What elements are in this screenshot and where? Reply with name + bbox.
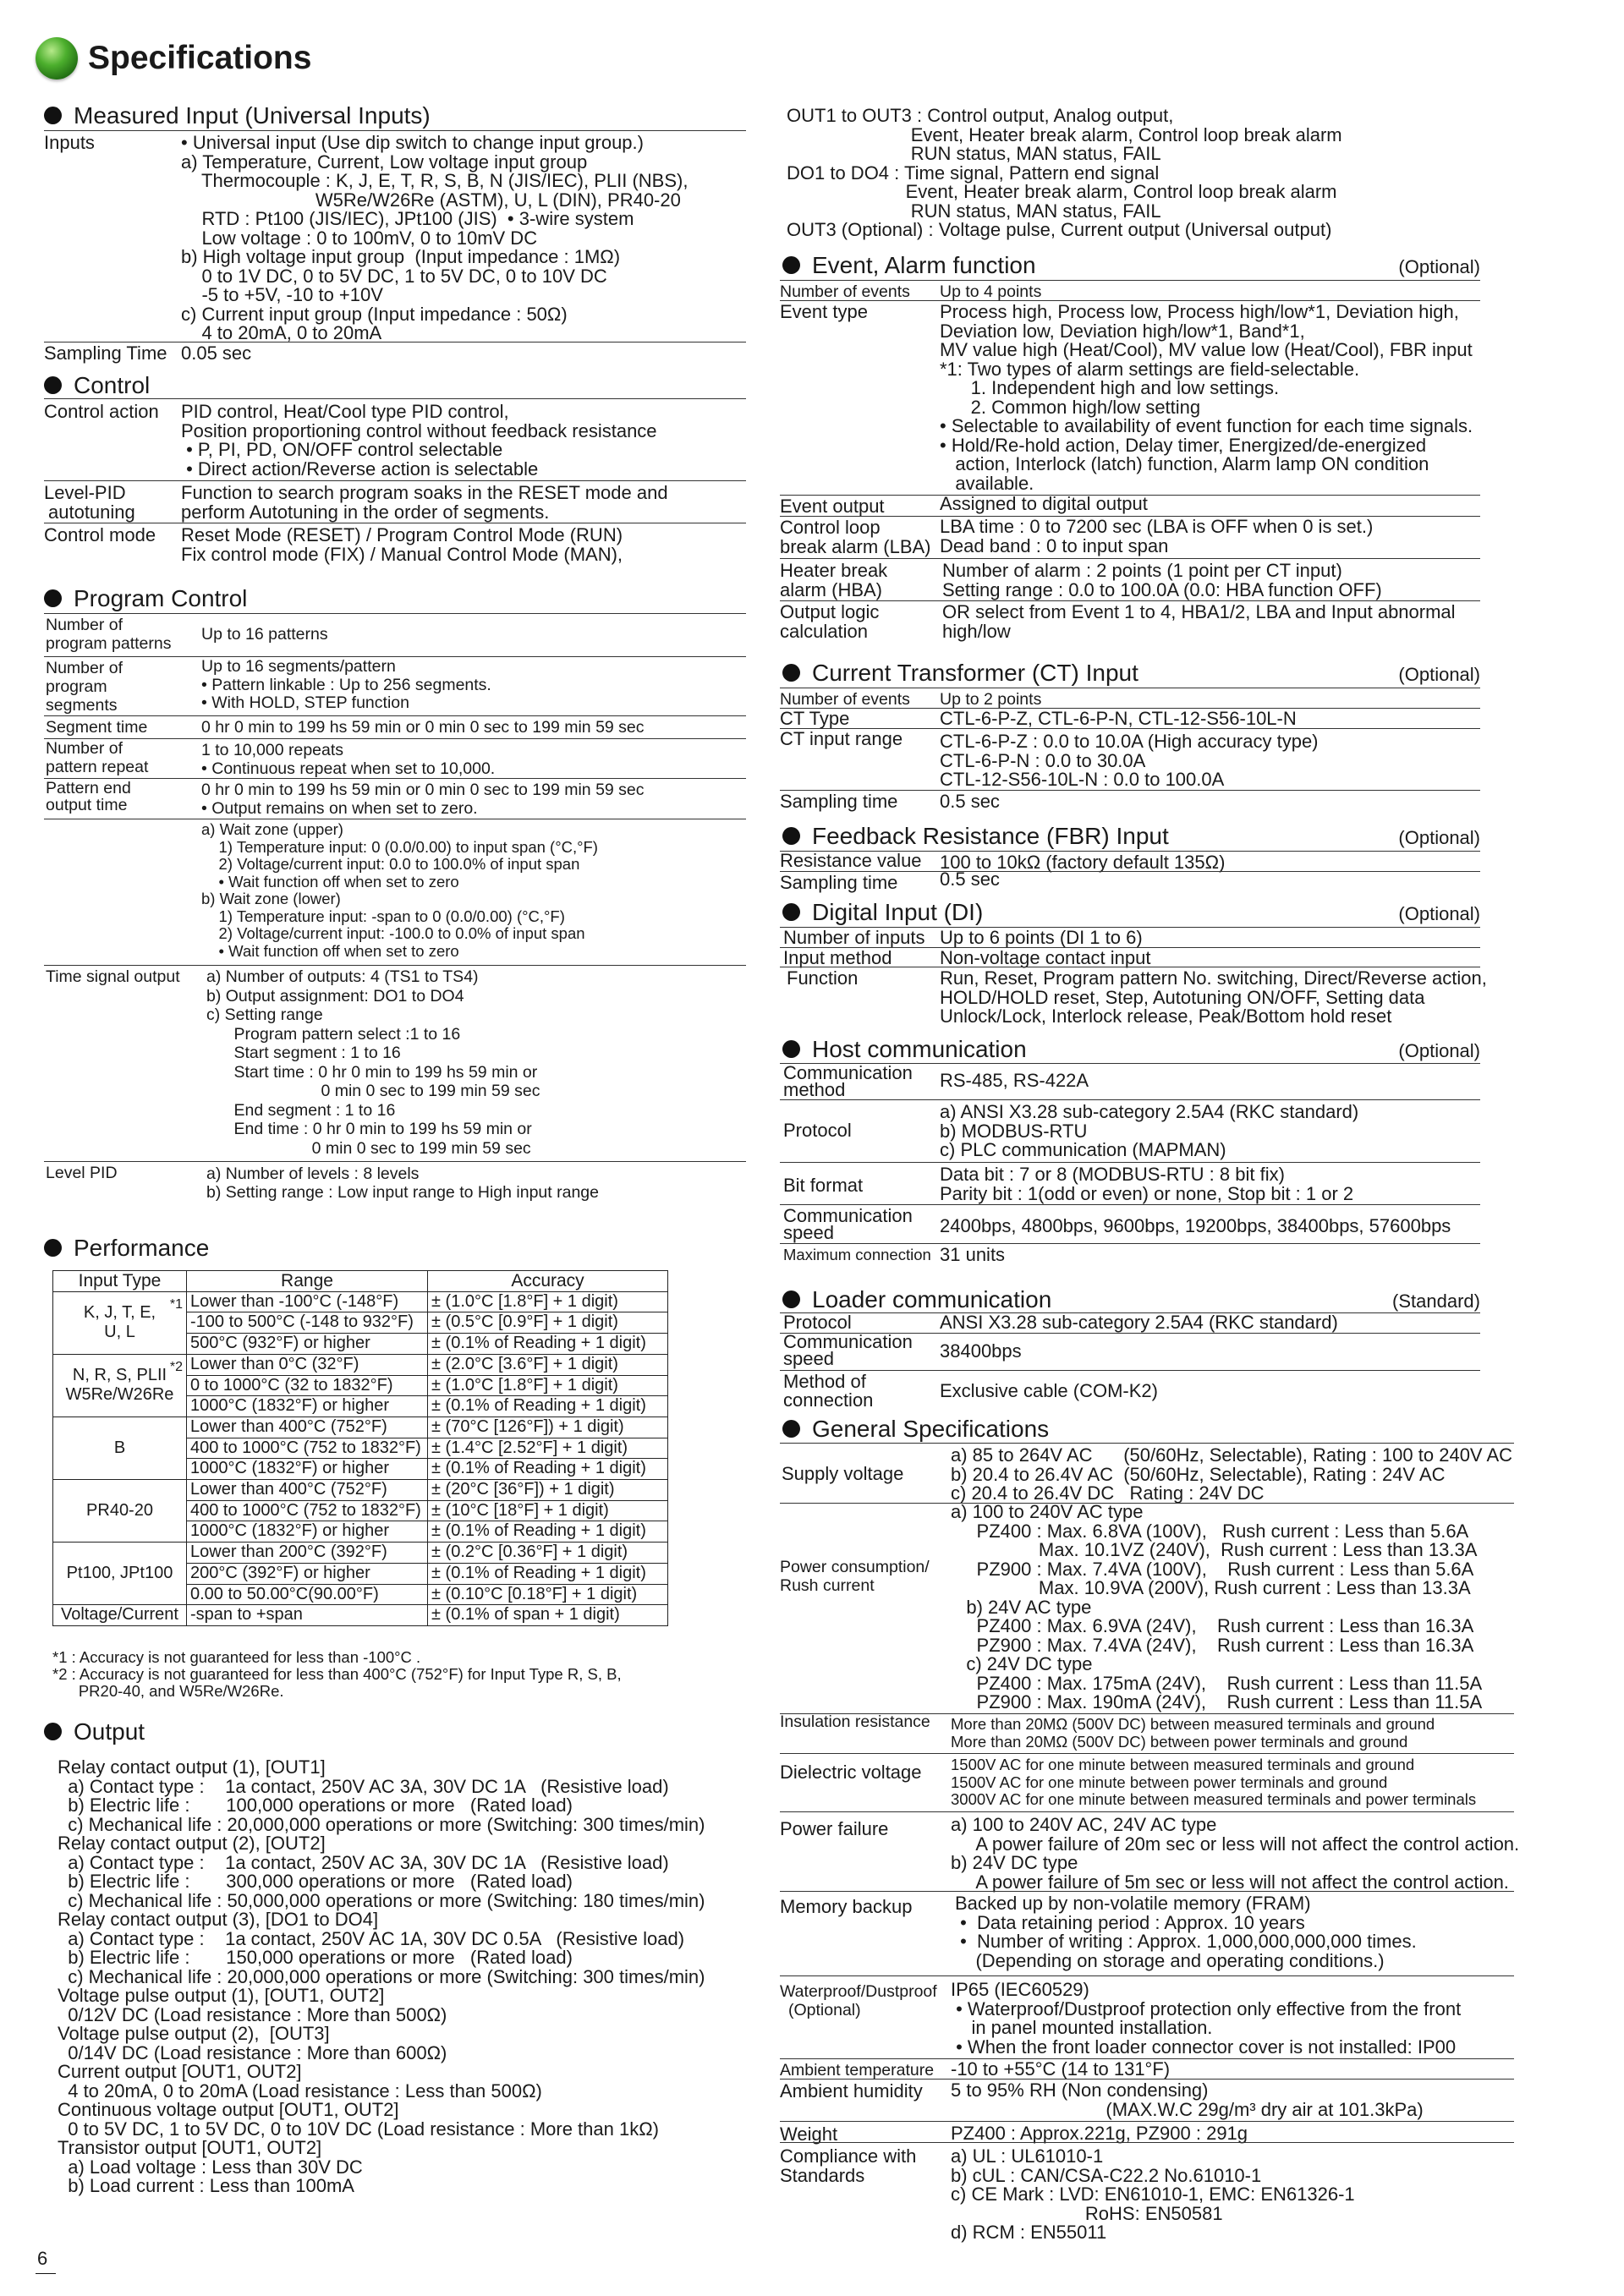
- table-cell: ± (1.0°C [1.8°F] + 1 digit): [428, 1291, 668, 1312]
- inputs-value: • Universal input (Use dip switch to change input group.) a) Temperature, Current, Low voltage input group Thermocouple : K, J, E, T, R, S, B, N (JIS/IEC), PLII (NBS), W5Re/W26Re (ASTM), U, L (DIN), PR40-20 RTD : Pt100 (JIS/IEC), JPt100 (JIS) • 3-wire system Low voltage : 0 to 100mV, 0 to 10mV DC b) High voltage input group (Input impedance : 1MΩ) 0 to 1V DC, 0 to 5V DC, 1 to 5V DC, 0 to 10V DC -5 to +5V, -10 to +10V c) Current input group (Input impedance : 50Ω) 4 to 20mA, 0 to 20mA: [181, 132, 689, 343]
- comp-label: Compliance with Standards: [780, 2145, 917, 2186]
- type-cell: Pt100, JPt100: [53, 1543, 187, 1605]
- output-assignment: OUT1 to OUT3 : Control output, Analog output, Event, Heater break alarm, Control loop break alarm RUN status, MAN status, FAIL DO1 to DO4 : Time signal, Pattern end signal Event, Heater break alarm, Control loop break alarm RUN status, MAN status, FAIL OUT3 (Optional) : Voltage pulse, Current output (Universal output): [787, 105, 1342, 240]
- segments-value: Up to 16 segments/pattern • Pattern linkable : Up to 256 segments. • With HOLD, STEP function: [201, 657, 491, 712]
- table-cell: ± (0.1% of Reading + 1 digit): [428, 1563, 668, 1584]
- table-cell: Lower than 200°C (392°F): [187, 1543, 428, 1564]
- table-cell: ± (0.1% of Reading + 1 digit): [428, 1334, 668, 1355]
- page-number-underline: [36, 2273, 56, 2274]
- levelpid-label: Level PID: [46, 1164, 118, 1182]
- host-bit-value: Data bit : 7 or 8 (MODBUS-RTU : 8 bit fix) Parity bit : 1(odd or even) or none, Stop bit : 1 or 2: [940, 1164, 1354, 1204]
- table-cell: 1000°C (1832°F) or higher: [187, 1521, 428, 1543]
- temp-value: -10 to +55°C (14 to 131°F): [951, 2058, 1171, 2080]
- inputs-label: Inputs: [44, 132, 95, 153]
- sampling-label: Sampling Time: [44, 342, 167, 364]
- event-out-label: Event output: [780, 496, 885, 517]
- fbr-res-label: Resistance value: [780, 850, 922, 871]
- bullet-icon: [782, 1420, 800, 1438]
- divider: [780, 1975, 1514, 1976]
- bullet-icon: [782, 256, 800, 274]
- control-mode-value: Reset Mode (RESET) / Program Control Mode (RUN) Fix control mode (FIX) / Manual Control Mode (MAN),: [181, 524, 623, 565]
- divider: [780, 1370, 1480, 1371]
- section-general: General Specifications: [782, 1416, 1480, 1443]
- sampling-value: 0.05 sec: [181, 342, 252, 364]
- hum-value: 5 to 95% RH (Non condensing) (MAX.W.C 29g/m³ dry air at 101.3kPa): [951, 2080, 1424, 2120]
- ct-range-label: CT input range: [780, 728, 903, 749]
- loader-speed-label: Communication speed: [783, 1331, 913, 1369]
- host-max-label: Maximum connection: [783, 1246, 931, 1263]
- table-cell: 400 to 1000°C (752 to 1832°F): [187, 1500, 428, 1521]
- section-control: Control: [44, 372, 746, 399]
- hba-label: Heater break alarm (HBA): [780, 560, 888, 600]
- bullet-icon: [44, 1723, 62, 1740]
- ct-num-value: Up to 2 points: [940, 690, 1042, 709]
- event-type-value: Process high, Process low, Process high/low*1, Deviation high, Deviation low, Deviation high/low*1, Band*1, MV value high (Heat/Cool), MV value low (Heat/Cool), FBR input *1: Two types of alarm settings are field-selectable. 1. Independent high and low settings. 2. Common high/low setting • Selectable to availability of event function for each time signals. • Hold/Re-hold action, Delay timer, Energized/de-energized action, Interlock (latch) function, Alarm lamp ON condition available.: [940, 301, 1473, 494]
- loader-conn-value: Exclusive cable (COM-K2): [940, 1380, 1158, 1401]
- segtime-label: Segment time: [46, 718, 148, 737]
- green-ball-icon: [36, 37, 78, 79]
- di-func-value: Run, Reset, Program pattern No. switching, Direct/Reverse action, HOLD/HOLD reset, Step, Autotuning ON/OFF, Setting data Unlock/Lock, Interlock release, Peak/Bottom hold reset: [940, 967, 1487, 1027]
- host-method-value: RS-485, RS-422A: [940, 1070, 1089, 1091]
- loader-proto-label: Protocol: [783, 1312, 852, 1333]
- divider: [44, 965, 746, 966]
- control-action-label: Control action: [44, 401, 159, 422]
- fbr-samp-value: 0.5 sec: [940, 869, 1000, 890]
- host-speed-label: Communication speed: [783, 1205, 913, 1243]
- section-di: Digital Input (DI) (Optional): [782, 899, 1480, 928]
- section-host: Host communication (Optional): [782, 1036, 1480, 1065]
- loader-speed-value: 38400bps: [940, 1340, 1022, 1362]
- divider: [780, 1443, 1514, 1444]
- type-cell: *1 K, J, T, E, U, L: [53, 1291, 187, 1354]
- wp-label: Waterproof/Dustproof (Optional): [780, 1982, 937, 2019]
- table-row: [53, 1354, 668, 1375]
- segtime-value: 0 hr 0 min to 199 hs 59 min or 0 min 0 sec to 199 min 59 sec: [201, 718, 645, 737]
- bullet-icon: [782, 827, 800, 845]
- table-row: [53, 1480, 668, 1501]
- di-func-label: Function: [787, 967, 859, 989]
- host-max-value: 31 units: [940, 1244, 1006, 1265]
- col-range: Range: [187, 1271, 428, 1292]
- timesig-value: a) Number of outputs: 4 (TS1 to TS4) b) Output assignment: DO1 to DO4 c) Setting range Program pattern select :1 to 16 Start segment : 1 to 16 Start time : 0 hr 0 min to 199 hs 59 min or 0 min 0 sec to 199 min 59 sec End segment : 1 to 16 End time : 0 hr 0 min to 199 hs 59 min or 0 min 0 sec to 199 min 59 sec: [206, 967, 540, 1158]
- bullet-icon: [782, 1290, 800, 1308]
- type-cell: *2 N, R, S, PLII W5Re/W26Re: [53, 1354, 187, 1417]
- divider: [44, 130, 746, 131]
- divider: [780, 1162, 1480, 1163]
- section-performance: Performance: [44, 1235, 746, 1262]
- endout-label: Pattern end output time: [46, 779, 131, 814]
- fbr-samp-label: Sampling time: [780, 872, 898, 893]
- table-row: [53, 1543, 668, 1564]
- table-row: [53, 1291, 668, 1312]
- repeat-value: 1 to 10,000 repeats • Continuous repeat when set to 10,000.: [201, 741, 496, 778]
- table-cell: 400 to 1000°C (752 to 1832°F): [187, 1438, 428, 1459]
- type-cell: B: [53, 1417, 187, 1479]
- performance-table: [52, 1270, 668, 1626]
- divider: [780, 1891, 1514, 1892]
- table-cell: ± (2.0°C [3.6°F] + 1 digit): [428, 1354, 668, 1375]
- loader-conn-label: Method of connection: [783, 1371, 874, 1411]
- bullet-icon: [44, 376, 62, 394]
- levelpid-autotune-label: Level-PID autotuning: [44, 482, 135, 523]
- temp-label: Ambient temperature: [780, 2061, 935, 2080]
- output-list: Relay contact output (1), [OUT1] a) Contact type : 1a contact, 250V AC 3A, 30V DC 1A (Resistive load) b) Electric life : 100,000 operations or more (Rated load) c) Mechanical life : 20,000,000 operations or more (Switching: 300 times/min) Relay contact output (2), [OUT2] a) Contact type : 1a contact, 250V AC 3A, 30V DC 1A (Resistive load) b) Electric life : 300,000 operations or more (Rated load) c) Mechanical life : 50,000,000 operations or more (Switching: 180 times/min) Relay contact output (3), [DO1 to DO4] a) Contact type : 1a contact, 250V AC 1A, 30V DC 0.5A (Resistive load) b) Electric life : 150,000 operations or more (Rated load) c) Mechanical life : 20,000,000 operations or more (Switching: 300 times/min) Voltage pulse output (1), [OUT1, OUT2] 0/12V DC (Load resistance : More than 500Ω) Voltage pulse output (2), [OUT3] 0/14V DC (Load resistance : More than 600Ω) Current output [OUT1, OUT2] 4 to 20mA, 0 to 20mA (Load resistance : Less than 500Ω) Continuous voltage output [OUT1, OUT2] 0 to 5V DC, 1 to 5V DC, 0 to 10V DC (Load resistance : More than 1kΩ) Transistor output [OUT1, OUT2] a) Load voltage : Less than 30V DC b) Load current : Less than 100mA: [58, 1756, 705, 2196]
- table-cell: -100 to 500°C (-148 to 932°F): [187, 1312, 428, 1334]
- loader-proto-value: ANSI X3.28 sub-category 2.5A4 (RKC standard): [940, 1312, 1338, 1333]
- di-method-value: Non-voltage contact input: [940, 947, 1151, 968]
- pf-value: a) 100 to 240V AC, 24V AC type A power failure of 20m sec or less will not affect the control action. b) 24V DC type A power failure of 5m sec or less will not affect the control action.: [951, 1814, 1520, 1893]
- event-num-label: Number of events: [780, 282, 910, 301]
- table-cell: ± (1.0°C [1.8°F] + 1 digit): [428, 1375, 668, 1396]
- performance-notes: *1 : Accuracy is not guaranteed for less than -100°C . *2 : Accuracy is not guaranteed for less than 400°C (752°F) for Input Type R, S, B, PR20-40, and W5Re/W26Re.: [52, 1648, 622, 1700]
- endout-value: 0 hr 0 min to 199 hs 59 min or 0 min 0 sec to 199 min 59 sec • Output remains on when set to zero.: [201, 781, 645, 818]
- col-accuracy: Accuracy: [428, 1271, 668, 1292]
- wait-zone-value: a) Wait zone (upper) 1) Temperature input: 0 (0.0/0.00) to input span (°C,°F) 2) Voltage/current input: 0.0 to 100.0% of input span • Wait function off when set to zero b) Wait zone (lower) 1) Temperature input: -span to 0 (0.0/0.00) (°C,°F) 2) Voltage/current input: -100.0 to 0.0% of input span • Wait function off when set to zero: [201, 820, 598, 960]
- levelpid-value: a) Number of levels : 8 levels b) Setting range : Low input range to High input range: [206, 1164, 599, 1202]
- supply-value: a) 85 to 264V AC (50/60Hz, Selectable), Rating : 100 to 240V AC b) 20.4 to 26.4V AC (50/60Hz, Selectable), Rating : 24V AC c) 20.4 to 26.4V DC Rating : 24V DC: [951, 1444, 1513, 1504]
- host-method-label: Communication method: [783, 1062, 913, 1100]
- host-bit-label: Bit format: [783, 1175, 864, 1196]
- divider: [44, 398, 746, 399]
- insul-label: Insulation resistance: [780, 1712, 930, 1731]
- table-cell: ± (70°C [126°F]) + 1 digit): [428, 1417, 668, 1438]
- event-num-value: Up to 4 points: [940, 282, 1042, 301]
- host-proto-label: Protocol: [783, 1120, 852, 1141]
- divider: [44, 738, 746, 739]
- col-input-type: Input Type: [53, 1271, 187, 1292]
- diel-value: 1500V AC for one minute between measured terminals and ground 1500V AC for one minute between power terminals and ground 3000V AC for one minute between measured terminals and power terminals: [951, 1756, 1477, 1808]
- bullet-icon: [44, 589, 62, 607]
- bullet-icon: [44, 107, 62, 124]
- table-cell: Lower than 0°C (32°F): [187, 1354, 428, 1375]
- type-cell: PR40-20: [53, 1480, 187, 1543]
- event-type-label: Event type: [780, 301, 868, 322]
- patterns-label: Number of program patterns: [46, 616, 172, 653]
- ct-range-value: CTL-6-P-Z : 0.0 to 10.0A (High accuracy type) CTL-6-P-N : 0.0 to 30.0A CTL-12-S56-10L-N : 0.0 to 100.0A: [940, 731, 1319, 790]
- power-label: Power consumption/ Rush current: [780, 1558, 930, 1595]
- di-num-label: Number of inputs: [783, 927, 925, 948]
- logic-label: Output logic calculation: [780, 601, 880, 642]
- table-cell: Lower than 400°C (752°F): [187, 1417, 428, 1438]
- table-cell: ± (10°C [18°F] + 1 digit): [428, 1500, 668, 1521]
- bullet-icon: [44, 1239, 62, 1257]
- table-cell: ± (0.1% of span + 1 digit): [428, 1605, 668, 1626]
- logic-value: OR select from Event 1 to 4, HBA1/2, LBA and Input abnormal high/low: [942, 601, 1456, 642]
- bullet-icon: [782, 664, 800, 682]
- table-cell: ± (0.1% of Reading + 1 digit): [428, 1459, 668, 1480]
- weight-value: PZ400 : Approx.221g, PZ900 : 291g: [951, 2123, 1248, 2144]
- section-program-control: Program Control: [44, 585, 746, 612]
- table-cell: 1000°C (1832°F) or higher: [187, 1396, 428, 1417]
- timesig-label: Time signal output: [46, 967, 180, 986]
- divider: [780, 2121, 1514, 2122]
- divider: [44, 1161, 746, 1162]
- bullet-icon: [782, 903, 800, 921]
- pf-label: Power failure: [780, 1818, 889, 1839]
- ct-num-label: Number of events: [780, 690, 910, 709]
- divider: [780, 280, 1480, 281]
- divider: [780, 1099, 1480, 1100]
- insul-value: More than 20MΩ (500V DC) between measured terminals and ground More than 20MΩ (500V DC) between power terminals and ground: [951, 1715, 1435, 1751]
- di-num-value: Up to 6 points (DI 1 to 6): [940, 927, 1143, 948]
- section-measured-input: Measured Input (Universal Inputs): [44, 102, 746, 129]
- divider: [44, 715, 746, 716]
- table-cell: -span to +span: [187, 1605, 428, 1626]
- table-cell: ± (0.1% of Reading + 1 digit): [428, 1521, 668, 1543]
- divider: [44, 778, 746, 779]
- fbr-res-value: 100 to 10kΩ (factory default 135Ω): [940, 852, 1226, 873]
- control-action-value: PID control, Heat/Cool type PID control, Position proportioning control without feedback resistance • P, PI, PD, ON/OFF control selectable • Direct action/Reverse action is selectable: [181, 401, 657, 479]
- table-cell: 0 to 1000°C (32 to 1832°F): [187, 1375, 428, 1396]
- section-fbr: Feedback Resistance (FBR) Input (Optional): [782, 823, 1480, 852]
- table-cell: 200°C (392°F) or higher: [187, 1563, 428, 1584]
- table-cell: Lower than 400°C (752°F): [187, 1480, 428, 1501]
- host-speed-value: 2400bps, 4800bps, 9600bps, 19200bps, 38400bps, 57600bps: [940, 1215, 1451, 1236]
- control-mode-label: Control mode: [44, 524, 156, 545]
- wp-value: IP65 (IEC60529) • Waterproof/Dustproof protection only effective from the front in panel mounted installation. • When the front loader connector cover is not installed: IP00: [951, 1979, 1462, 2058]
- ct-samp-label: Sampling time: [780, 791, 898, 812]
- power-value: a) 100 to 240V AC type PZ400 : Max. 6.8VA (100V), Rush current : Less than 5.6A Max. 10.1VZ (240V), Rush current : Less than 13.3A PZ900 : Max. 7.4VA (100V), Rush current : Less than 5.6A Max. 10.9VA (200V), Rush current : Less than 13.3A b) 24V AC type PZ400 : Max. 6.9VA (24V), Rush current : Less than 16.3A PZ900 : Max. 7.4VA (24V), Rush current : Less than 16.3A c) 24V DC type PZ400 : Max. 175mA (24V), Rush current : Less than 11.5A PZ900 : Max. 190mA (24V), Rush current : Less than 11.5A: [951, 1501, 1483, 1712]
- table-cell: 1000°C (1832°F) or higher: [187, 1459, 428, 1480]
- mem-label: Memory backup: [780, 1896, 913, 1917]
- table-cell: ± (1.4°C [2.52°F] + 1 digit): [428, 1438, 668, 1459]
- divider: [780, 1753, 1514, 1754]
- table-cell: ± (0.2°C [0.36°F] + 1 digit): [428, 1543, 668, 1564]
- section-ct: Current Transformer (CT) Input (Optional): [782, 660, 1480, 688]
- divider: [780, 558, 1480, 559]
- table-cell: ± (20°C [36°F]) + 1 digit): [428, 1480, 668, 1501]
- ct-type-value: CTL-6-P-Z, CTL-6-P-N, CTL-12-S56-10L-N: [940, 708, 1297, 729]
- table-cell: 0.00 to 50.00°C(90.00°F): [187, 1584, 428, 1605]
- levelpid-autotune-value: Function to search program soaks in the RESET mode and perform Autotuning in the order of segments.: [181, 482, 668, 523]
- event-out-value: Assigned to digital output: [940, 493, 1148, 514]
- ct-type-label: CT Type: [780, 708, 850, 729]
- segments-label: Number of program segments: [46, 659, 123, 715]
- table-row: [53, 1417, 668, 1438]
- section-loader: Loader communication (Standard): [782, 1286, 1480, 1315]
- lba-label: Control loop break alarm (LBA): [780, 517, 931, 557]
- weight-label: Weight: [780, 2123, 838, 2145]
- divider: [780, 1811, 1514, 1812]
- table-row: [53, 1605, 668, 1626]
- bullet-icon: [782, 1040, 800, 1058]
- divider: [780, 2142, 1514, 2143]
- table-cell: Lower than -100°C (-148°F): [187, 1291, 428, 1312]
- table-cell: ± (0.10°C [0.18°F] + 1 digit): [428, 1584, 668, 1605]
- section-output: Output: [44, 1718, 746, 1745]
- divider: [780, 1243, 1480, 1244]
- comp-value: a) UL : UL61010-1 b) cUL : CAN/CSA-C22.2 No.61010-1 c) CE Mark : LVD: EN61010-1, EMC: EN61326-1 RoHS: EN50581 d) RCM : EN55011: [951, 2145, 1355, 2243]
- hum-label: Ambient humidity: [780, 2080, 923, 2101]
- type-cell: Voltage/Current: [53, 1605, 187, 1626]
- table-cell: ± (0.1% of Reading + 1 digit): [428, 1396, 668, 1417]
- lba-value: LBA time : 0 to 7200 sec (LBA is OFF when 0 is set.) Dead band : 0 to input span: [940, 516, 1374, 556]
- supply-label: Supply voltage: [782, 1463, 904, 1484]
- divider: [44, 480, 746, 481]
- section-event: Event, Alarm function (Optional): [782, 252, 1480, 281]
- diel-label: Dielectric voltage: [780, 1762, 922, 1783]
- ct-samp-value: 0.5 sec: [940, 791, 1000, 812]
- repeat-label: Number of pattern repeat: [46, 739, 149, 776]
- table-cell: 500°C (932°F) or higher: [187, 1334, 428, 1355]
- di-method-label: Input method: [783, 947, 892, 968]
- page-title: Specifications: [36, 37, 311, 79]
- divider: [44, 613, 746, 614]
- hba-value: Number of alarm : 2 points (1 point per CT input) Setting range : 0.0 to 100.0A (0.0: HBA function OFF): [942, 560, 1382, 600]
- host-proto-value: a) ANSI X3.28 sub-category 2.5A4 (RKC standard) b) MODBUS-RTU c) PLC communication (MAPMAN): [940, 1101, 1359, 1160]
- patterns-value: Up to 16 patterns: [201, 625, 328, 644]
- table-cell: ± (0.5°C [0.9°F] + 1 digit): [428, 1312, 668, 1334]
- page-number: 6: [37, 2248, 48, 2269]
- mem-value: Backed up by non-volatile memory (FRAM) • Data retaining period : Approx. 10 years • Number of writing : Approx. 1,000,000,000,000 times. (Depending on storage and operating conditions.): [955, 1893, 1417, 1971]
